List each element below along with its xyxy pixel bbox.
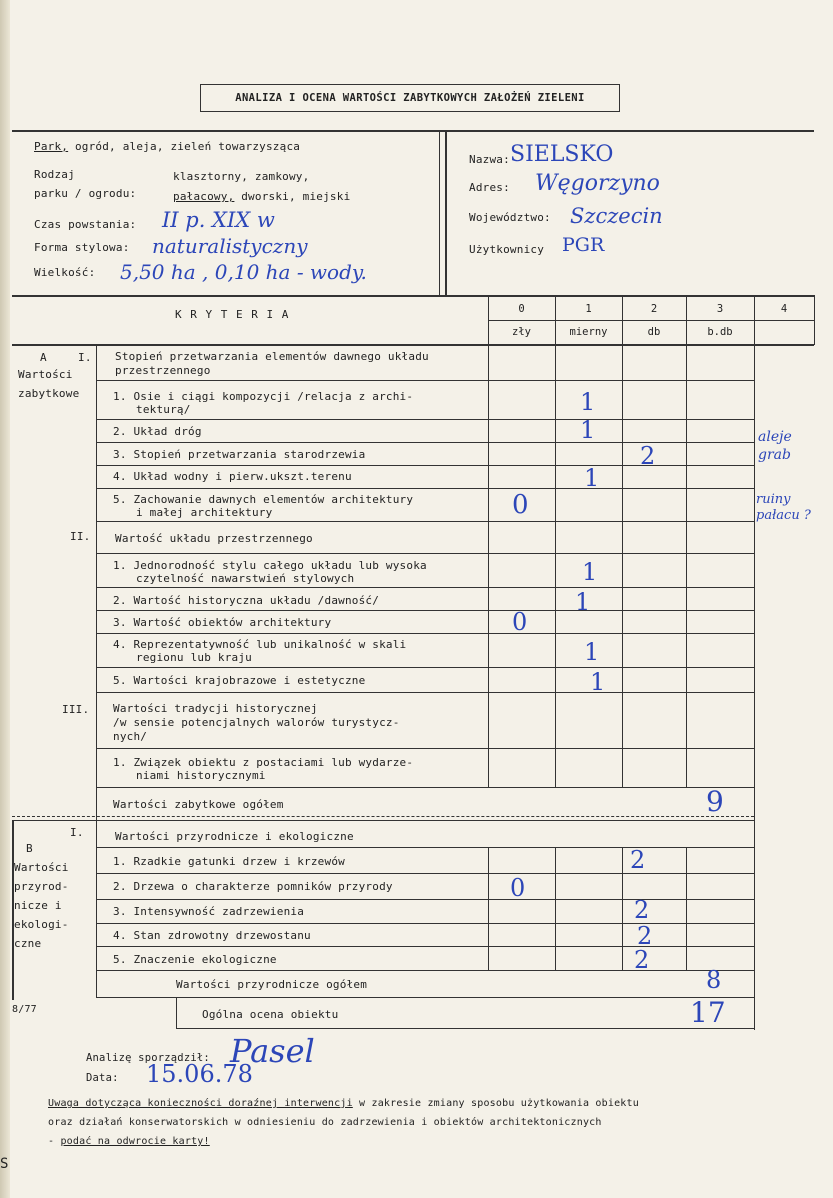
section-a-name-2: zabytkowe [18, 387, 80, 400]
rule [555, 847, 556, 971]
group-ii-title: Wartość układu przestrzennego [115, 532, 313, 545]
nazwa-label: Nazwa: [469, 153, 510, 166]
rule [555, 295, 556, 787]
uwaga-line-3-dash: - [48, 1136, 61, 1147]
przyrod-total-label: Wartości przyrodnicze ogółem [176, 978, 368, 991]
rule [96, 633, 754, 634]
rule [176, 997, 177, 1029]
rule [96, 692, 754, 693]
criterion-ii3: 3. Wartość obiektów architektury [113, 616, 332, 629]
criterion-iii1-a: 1. Związek obiektu z postaciami lub wydarze- [113, 756, 414, 769]
group-i-number: I. [78, 351, 92, 364]
section-b-name-2: przyrod- [14, 880, 69, 893]
uwaga-line-1-underlined: Uwaga dotycząca konieczności doraźnej interwencji [48, 1098, 353, 1109]
criterion-b1: 1. Rzadkie gatunki drzew i krzewów [113, 855, 345, 868]
score-3: 3 [716, 303, 724, 315]
overall-label: Ogólna ocena obiektu [202, 1008, 339, 1021]
criterion-i3: 3. Stopień przetwarzania starodrzewia [113, 448, 366, 461]
rule [96, 344, 97, 998]
score-przyrod-total: 8 [706, 966, 722, 994]
score-label-0: zły [512, 326, 531, 338]
uwaga-line-1-rest: w zakresie zmiany sposobu użytkowania obiektu [352, 1098, 639, 1109]
rule [622, 295, 623, 787]
criterion-b4: 4. Stan zdrowotny drzewostanu [113, 929, 311, 942]
kryteria-header: K R Y T E R I A [175, 308, 290, 321]
signature: Pasel [230, 1032, 315, 1070]
rule [488, 320, 814, 321]
rule [96, 553, 754, 554]
score-overall: 17 [690, 996, 726, 1029]
note-ruiny: ruiny pałacu ? [756, 492, 811, 523]
section-b-name-4: ekologi- [14, 918, 69, 931]
score-ii5: 1 [590, 668, 606, 696]
rule [12, 130, 814, 132]
score-0: 0 [518, 303, 525, 315]
wojewodztwo-label: Województwo: [469, 211, 551, 224]
rodzaj-option-2 [173, 190, 350, 203]
criterion-ii2: 2. Wartość historyczna układu /dawność/ [113, 594, 380, 607]
rule [622, 847, 623, 971]
score-b2: 0 [510, 874, 526, 902]
criterion-i2: 2. Układ dróg [113, 425, 202, 438]
nazwa-value: SIELSKO [510, 142, 614, 167]
group-iii-number: III. [62, 703, 90, 716]
date-value: 15.06.78 [146, 1060, 253, 1088]
rule [754, 295, 755, 1030]
uwaga-line-3-underlined: podać na odwrocie karty! [60, 1136, 210, 1147]
score-ii4: 1 [584, 638, 600, 666]
score-4: 4 [780, 303, 788, 315]
criterion-ii4-b: regionu lub kraju [136, 651, 252, 664]
score-i4: 1 [584, 464, 600, 492]
criterion-b2: 2. Drzewa o charakterze pomników przyrody [113, 880, 393, 893]
criterion-i1-a: 1. Osie i ciągi kompozycji /relacja z archi- [113, 390, 414, 403]
rule [686, 295, 687, 787]
rule [96, 667, 754, 668]
score-i1: 1 [580, 388, 596, 416]
rule [96, 787, 754, 788]
adres-label: Adres: [469, 181, 510, 194]
criterion-i4: 4. Układ wodny i pierw.ukszt.terenu [113, 470, 352, 483]
group-b-i-title: Wartości przyrodnicze i ekologiczne [115, 830, 354, 843]
wojewodztwo-value: Szczecin [570, 204, 663, 228]
analize-label: Analizę sporządził: [86, 1052, 210, 1064]
score-label-1: mierny [569, 326, 608, 338]
rule [686, 847, 687, 971]
criterion-b3: 3. Intensywność zadrzewienia [113, 905, 305, 918]
forma-value: naturalistyczny [152, 234, 308, 258]
note-aleje: aleje grab [758, 429, 792, 463]
rule [445, 130, 447, 295]
czas-value: II p. XIX w [162, 208, 275, 232]
section-b-letter: B [26, 842, 33, 855]
rule [96, 997, 754, 998]
score-ii2: 1 [575, 588, 591, 616]
type-park: Park, [34, 140, 69, 153]
parku-label: parku / ogrodu: [34, 187, 137, 200]
score-ii1: 1 [582, 558, 598, 586]
rule [12, 816, 754, 818]
czas-label: Czas powstania: [34, 218, 137, 231]
score-2: 2 [650, 303, 658, 315]
score-i3: 2 [640, 442, 656, 470]
rule [96, 488, 754, 489]
score-zabytkowe-total: 9 [706, 785, 724, 818]
rule [96, 465, 754, 466]
rule [96, 610, 754, 611]
section-b-name-5: czne [14, 937, 42, 950]
rule [96, 899, 754, 900]
rodzaj-rest: dworski, miejski [234, 190, 351, 203]
criterion-ii1-a: 1. Jednorodność stylu całego układu lub wysoka [113, 559, 427, 572]
score-1: 1 [585, 303, 592, 315]
zabytkowe-total-label: Wartości zabytkowe ogółem [113, 798, 284, 811]
uwaga-line-3 [48, 1136, 210, 1147]
data-label: Data: [86, 1072, 119, 1084]
section-b-name-1: Wartości [14, 861, 69, 874]
section-a-name-1: Wartości [18, 368, 73, 381]
rule [96, 873, 754, 874]
rule [96, 748, 754, 749]
corner-mark: S [0, 1156, 9, 1172]
criterion-i5-a: 5. Zachowanie dawnych elementów architektury [113, 493, 414, 506]
criterion-ii1-b: czytelność nawarstwień stylowych [136, 572, 355, 585]
group-ii-number: II. [70, 530, 91, 543]
rule [96, 380, 754, 381]
group-iii-title-2: /w sensie potencjalnych walorów turystycz- [113, 716, 400, 729]
rule [488, 847, 489, 971]
criterion-b5: 5. Znaczenie ekologiczne [113, 953, 277, 966]
group-b-i-number: I. [70, 826, 84, 839]
criterion-ii5: 5. Wartości krajobrazowe i estetyczne [113, 674, 366, 687]
rule [814, 295, 815, 345]
wielkosc-label: Wielkość: [34, 266, 96, 279]
rule [176, 1028, 754, 1029]
score-b3: 2 [634, 896, 650, 924]
type-line [34, 140, 300, 153]
score-b1: 2 [630, 846, 646, 874]
uwaga-line-2: oraz działań konserwatorskich w odniesieniu do zadrzewienia i obiektów architektonicznych [48, 1117, 602, 1128]
rule [96, 587, 754, 588]
rule [96, 946, 754, 947]
group-i-title-2: przestrzennego [115, 364, 211, 377]
section-b-name-3: nicze i [14, 899, 62, 912]
group-iii-title-1: Wartości tradycji historycznej [113, 702, 318, 715]
rule [96, 442, 754, 443]
group-iii-title-3: nych/ [113, 730, 148, 743]
rule [96, 970, 754, 971]
type-rest: ogród, aleja, zieleń towarzysząca [68, 140, 301, 153]
criterion-iii1-b: niami historycznymi [136, 769, 266, 782]
rule [96, 923, 754, 924]
criterion-ii4-a: 4. Reprezentatywność lub unikalność w skali [113, 638, 407, 651]
rule [439, 130, 440, 295]
rule [96, 521, 754, 522]
scan-edge [0, 0, 10, 1198]
group-i-title-1: Stopień przetwarzania elementów dawnego układu [115, 350, 429, 363]
criterion-i5-b: i małej architektury [136, 506, 273, 519]
rule [488, 295, 489, 787]
rule [96, 419, 754, 420]
rule [12, 344, 814, 346]
uwaga-line-1 [48, 1098, 639, 1109]
rule [12, 820, 754, 821]
rodzaj-option-1: klasztorny, zamkowy, [173, 170, 310, 183]
score-b4: 2 [637, 922, 653, 950]
rodzaj-label: Rodzaj [34, 168, 75, 181]
score-i5: 0 [512, 490, 529, 520]
score-b5: 2 [634, 946, 650, 974]
score-ii3: 0 [512, 608, 528, 636]
forma-label: Forma stylowa: [34, 241, 130, 254]
score-label-2: db [647, 326, 661, 338]
rule [12, 295, 814, 297]
margin-mark: 8/77 [12, 1004, 37, 1015]
score-label-3: b.db [707, 326, 733, 338]
adres-value: Węgorzyno [535, 171, 660, 196]
uzytkownicy-value: PGR [562, 234, 605, 256]
criterion-i1-b: tekturą/ [136, 403, 191, 416]
wielkosc-value: 5,50 ha , 0,10 ha - wody. [120, 260, 367, 284]
section-a-letter: A [40, 351, 47, 364]
uzytkownicy-label: Użytkownicy [469, 243, 545, 256]
rule [96, 847, 754, 848]
score-i2: 1 [580, 416, 596, 444]
rodzaj-selected: pałacowy, [173, 190, 235, 203]
document-title: ANALIZA I OCENA WARTOŚCI ZABYTKOWYCH ZAŁOŻEŃ ZIELENI [200, 84, 620, 112]
